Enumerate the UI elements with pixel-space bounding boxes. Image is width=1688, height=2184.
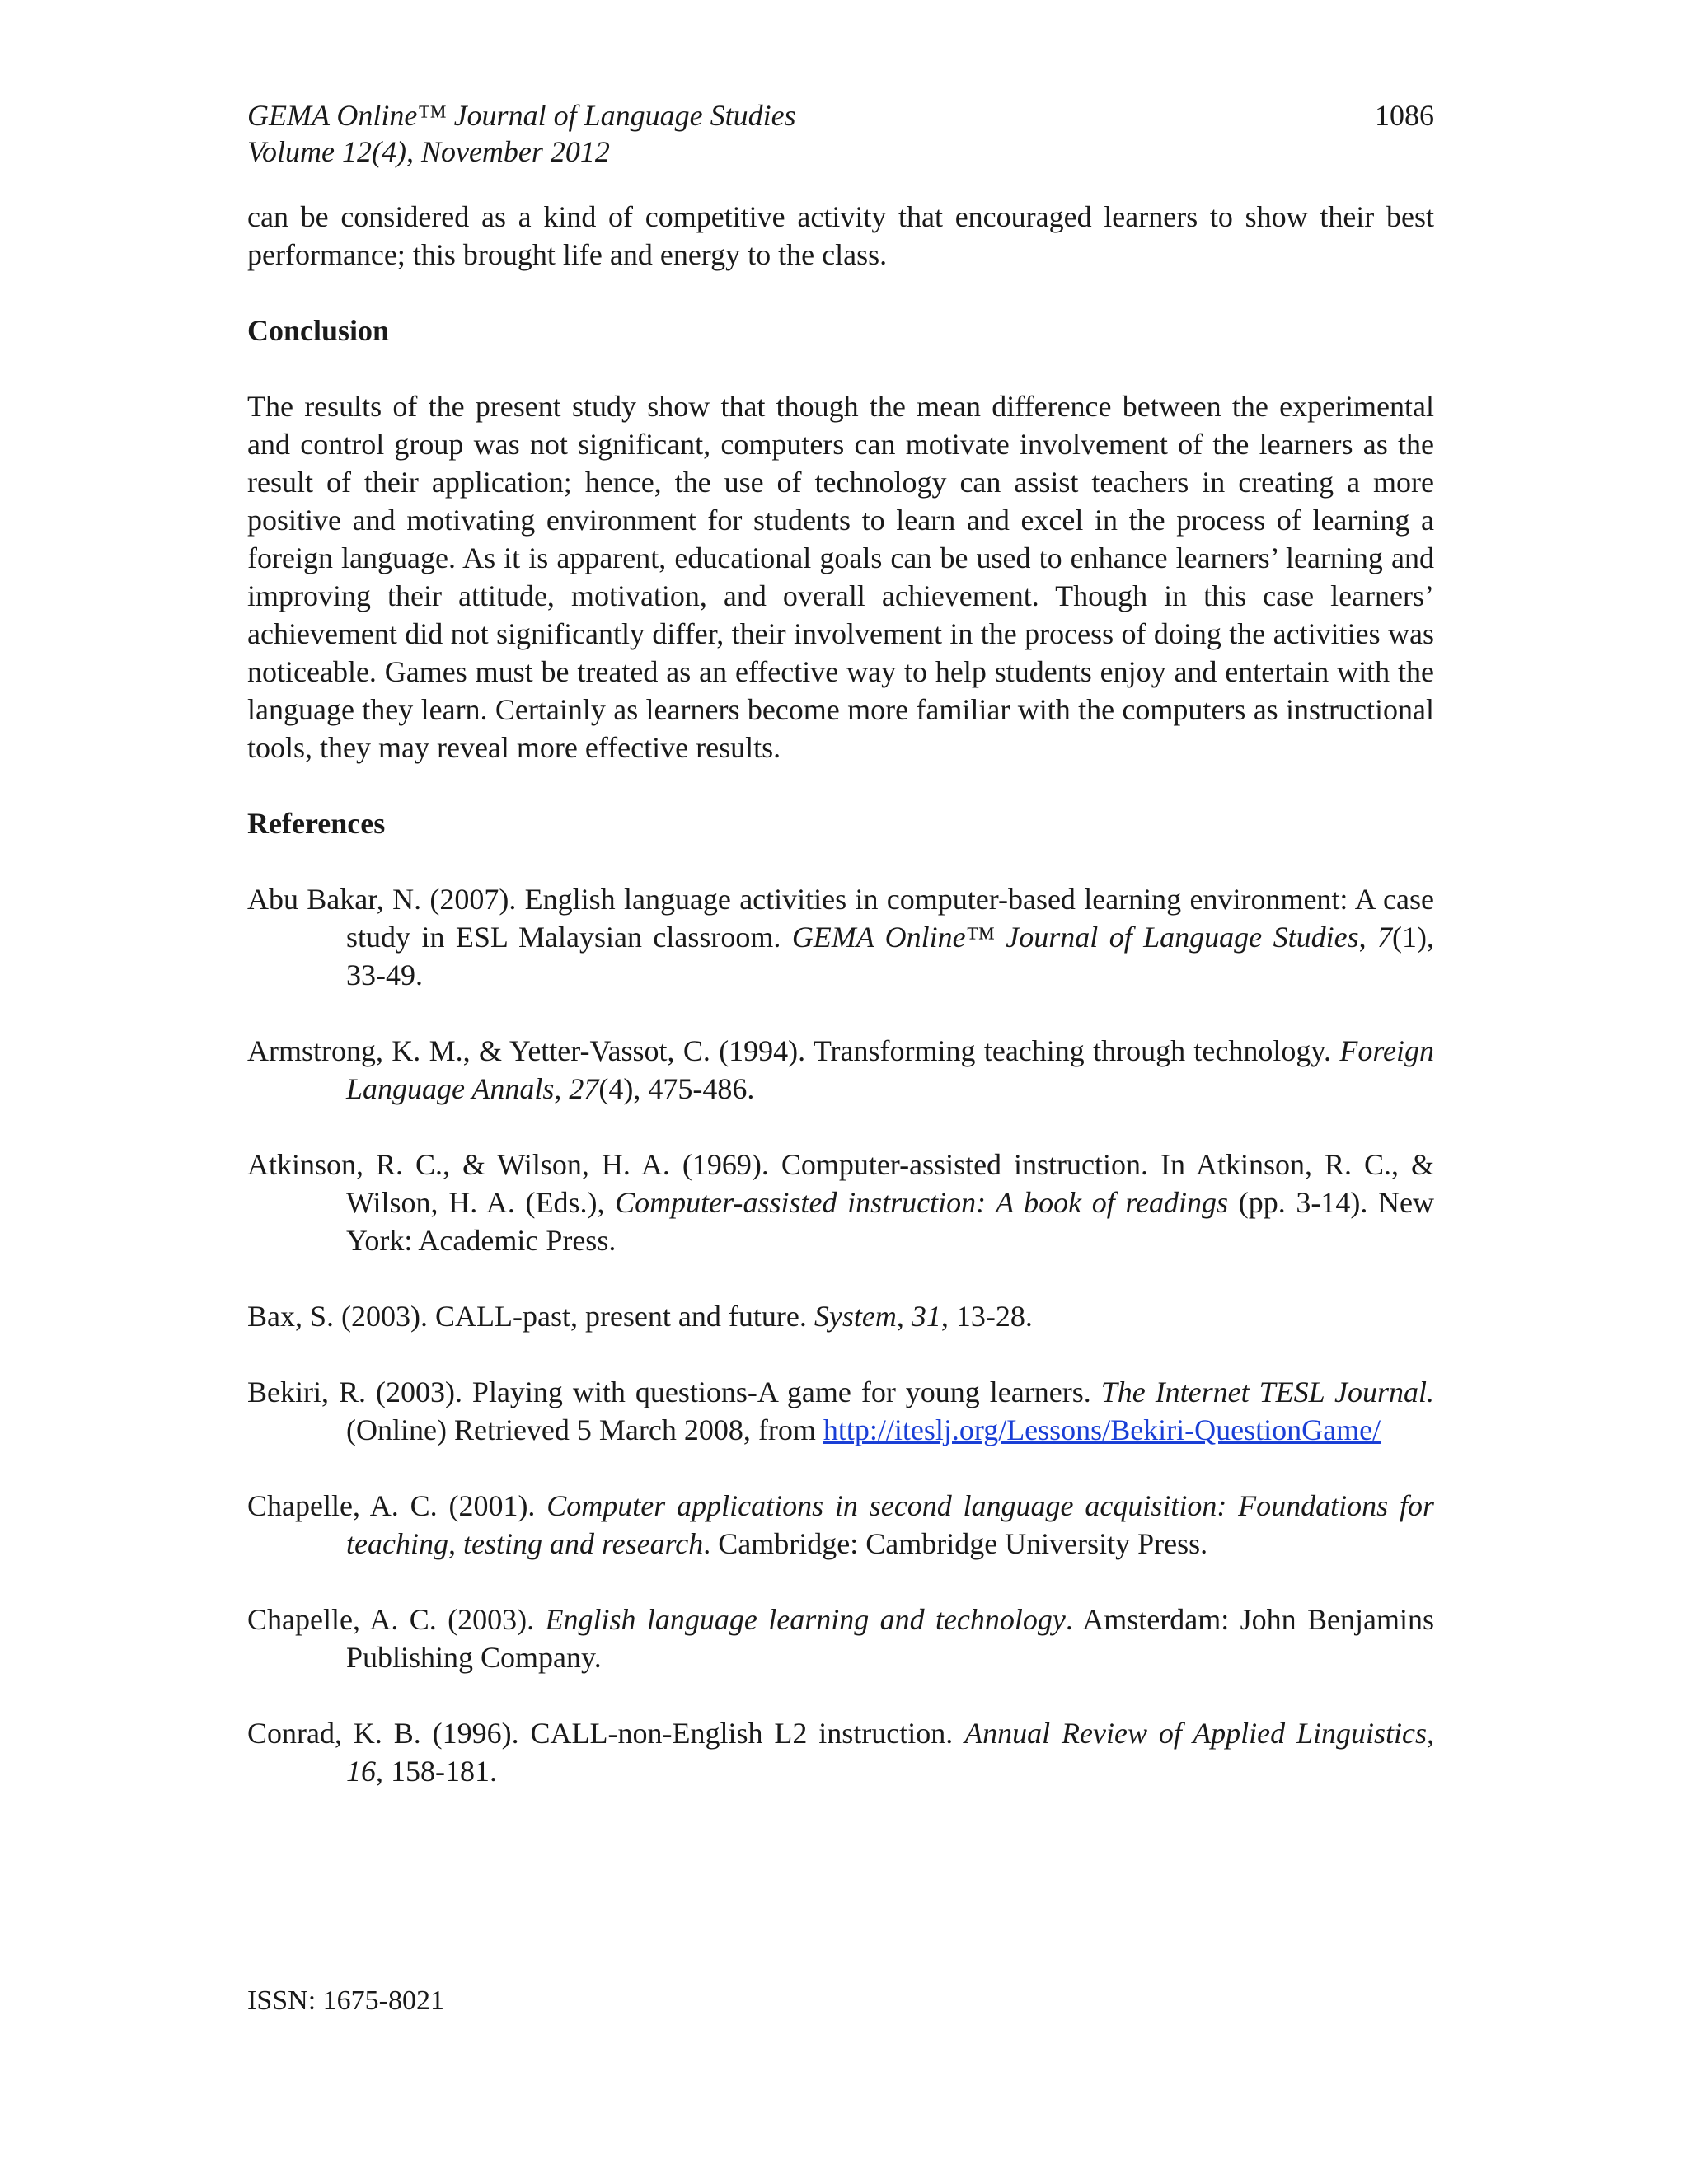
reference-item [247, 1146, 1434, 1259]
ref-text: Armstrong, K. M., & Yetter-Vassot, C. (1994). Transforming teaching through technology. [247, 1034, 1340, 1067]
reference-link[interactable]: http://iteslj.org/Lessons/Bekiri-QuestionGame/ [823, 1413, 1381, 1446]
reference-item [247, 1297, 1434, 1335]
reference-item [247, 880, 1434, 994]
page-number: 1086 [1375, 99, 1434, 132]
ref-text: Conrad, K. B. (1996). CALL-non-English L2 instruction. [247, 1717, 965, 1750]
reference-item [247, 1487, 1434, 1563]
reference-item [247, 1032, 1434, 1108]
ref-text: Bekiri, R. (2003). Playing with questions-A game for young learners. [247, 1376, 1101, 1408]
ref-text: , [896, 1300, 912, 1333]
ref-text: , [1358, 921, 1378, 954]
ref-text: , 13-28. [940, 1300, 1033, 1333]
reference-item [247, 1373, 1434, 1449]
ref-text: (pp. 3-14). New York: Academic Press. [346, 1186, 1434, 1257]
ref-source-italic: System [814, 1300, 897, 1333]
ref-source-italic: Annual Review of Applied Linguistics, 16 [346, 1717, 1434, 1788]
ref-source-italic: Computer-assisted instruction: A book of readings [615, 1186, 1229, 1219]
reference-list [247, 880, 1434, 1790]
ref-volume-italic: 31 [911, 1300, 941, 1333]
reference-item [247, 1714, 1434, 1790]
ref-source-italic: Foreign Language Annals, 27 [346, 1034, 1434, 1105]
ref-text: , 158-181. [376, 1755, 497, 1788]
ref-text: (1), 33-49. [346, 921, 1435, 991]
references-heading: References [247, 807, 386, 840]
ref-source-italic: English language learning and technology [545, 1603, 1066, 1636]
ref-text: Chapelle, A. C. (2003). [247, 1603, 546, 1636]
ref-text: . Cambridge: Cambridge University Press. [703, 1527, 1208, 1560]
ref-volume-italic: 7 [1377, 921, 1393, 954]
reference-item [247, 1601, 1434, 1676]
volume-info: Volume 12(4), November 2012 [247, 135, 610, 168]
continued-paragraph: can be considered as a kind of competitive activity that encouraged learners to show their best performance; this brought life and energy to the class. [247, 200, 1434, 271]
ref-source-italic: GEMA Online™ Journal of Language Studies [791, 921, 1359, 954]
running-head [247, 97, 1434, 170]
body-content [247, 198, 1434, 1828]
conclusion-paragraph: The results of the present study show that though the mean difference between the experimental and control group was not significant, computers can motivate involvement of the learners as the result of their application; hence, the use of technology can assist teachers in creating a more positive and motivating environment for students to learn and excel in the process of learning a foreign language. As it is apparent, educational goals can be used to enhance learners’ learning and improving their attitude, motivation, and overall achievement. Though in this case learners’ achievement did not significantly differ, their involvement in the process of doing the activities was noticeable. Games must be treated as an effective way to help students enjoy and entertain with the language they learn. Certainly as learners become more familiar with the computers as instructional tools, they may reveal more effective results. [247, 390, 1434, 764]
issn-footer: ISSN: 1675-8021 [247, 1985, 444, 2016]
ref-text: (Online) Retrieved 5 March 2008, from [346, 1413, 823, 1446]
ref-source-italic: Computer applications in second language acquisition: Foundations for teaching, testing and research [346, 1489, 1434, 1560]
ref-text: Atkinson, R. C., & Wilson, H. A. (1969). Computer-assisted instruction. In Atkinson, R. C., & Wilson, H. A. (Eds.), [247, 1148, 1434, 1219]
conclusion-heading: Conclusion [247, 314, 390, 347]
ref-source-italic: The Internet TESL Journal. [1100, 1376, 1434, 1408]
ref-text: (4), 475-486. [598, 1072, 755, 1105]
ref-text: Chapelle, A. C. (2001). [247, 1489, 547, 1522]
ref-text: . Amsterdam: John Benjamins Publishing Company. [346, 1603, 1435, 1674]
journal-title: GEMA Online™ Journal of Language Studies [247, 99, 796, 132]
ref-text: Abu Bakar, N. (2007). English language activities in computer-based learning environment: A case study in ESL Malaysian classroom. [247, 883, 1434, 954]
ref-text: Bax, S. (2003). CALL-past, present and future. [247, 1300, 814, 1333]
